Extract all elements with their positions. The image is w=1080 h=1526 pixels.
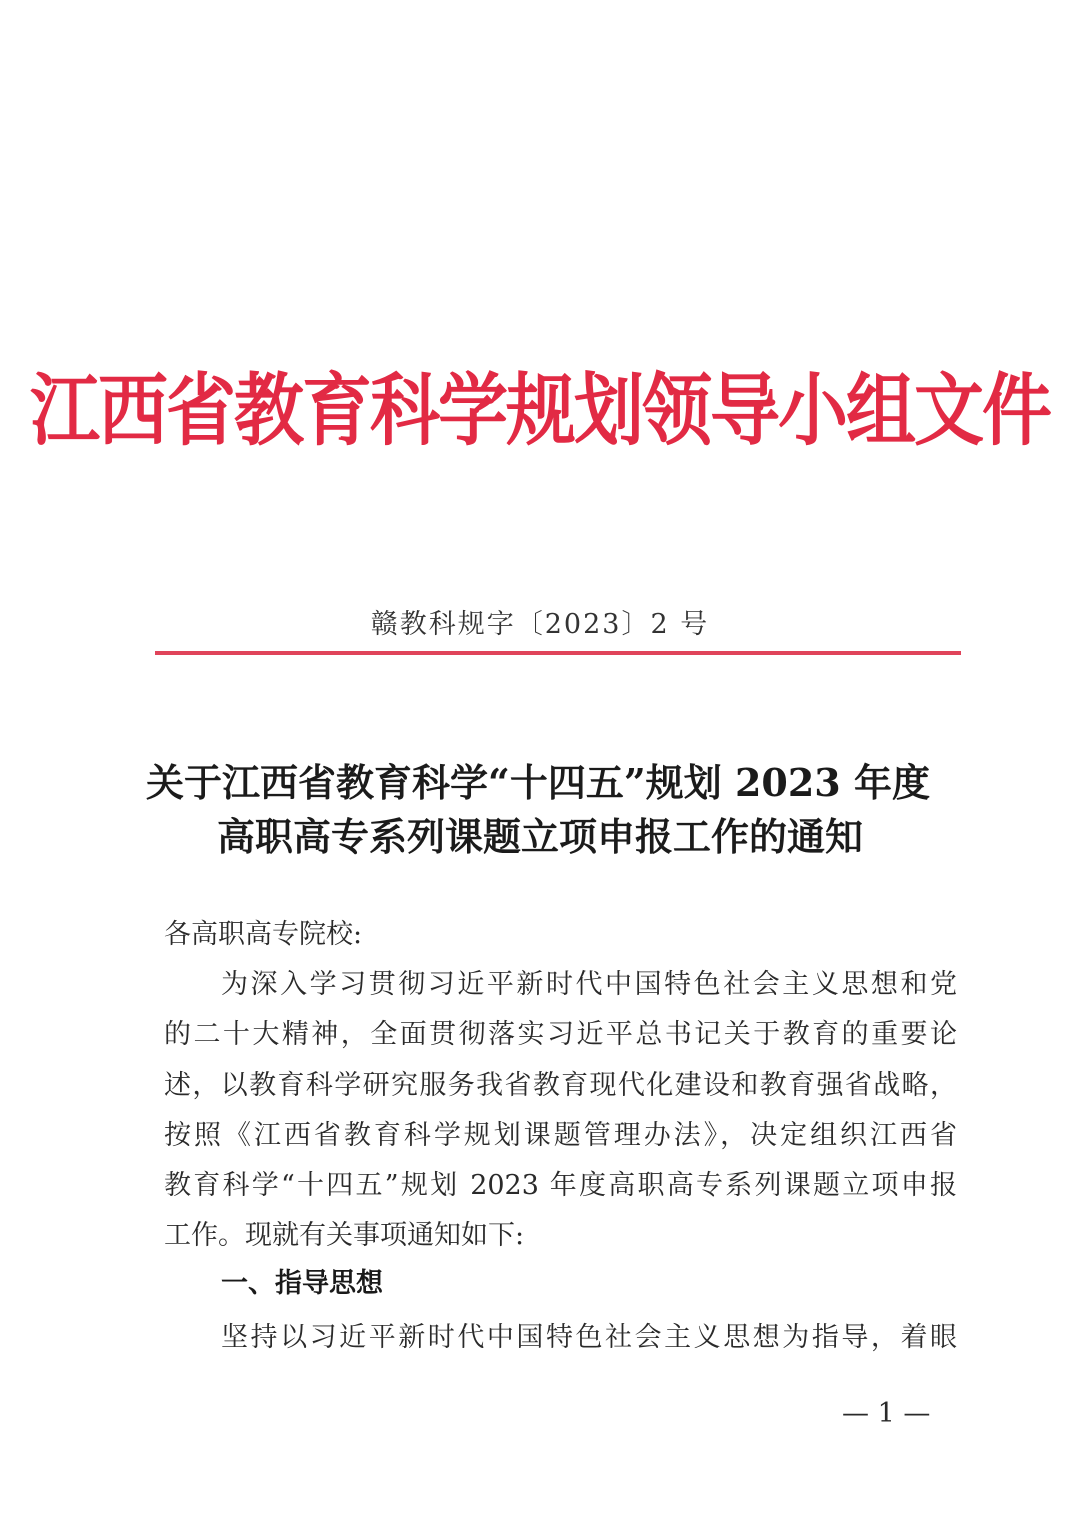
paragraph-line: 的二十大精神，全面贯彻落实习近平总书记关于教育的重要论 [164,1019,957,1050]
page-number: — 1 — [842,1398,931,1429]
paragraph-line: 教育科学“十四五”规划 2023 年度高职高专系列课题立项申报 [164,1170,957,1201]
red-divider-line [155,651,961,655]
notice-title-line-1: 关于江西省教育科学“十四五”规划 2023 年度 [146,760,930,805]
paragraph-line: 为深入学习贯彻习近平新时代中国特色社会主义思想和党 [221,969,957,1000]
notice-title-line-2: 高职高专系列课题立项申报工作的通知 [216,814,863,859]
paragraph-line: 工作。现就有关事项通知如下: [164,1220,525,1251]
paragraph-line: 按照《江西省教育科学规划课题管理办法》，决定组织江西省 [164,1120,957,1151]
paragraph-line: 述，以教育科学研究服务我省教育现代化建设和教育强省战略， [164,1070,957,1101]
salutation: 各高职高专院校: [164,919,363,950]
section-heading: 一、指导思想 [221,1268,383,1299]
document-number: 赣教科规字〔2023〕2 号 [370,609,710,640]
issuer-title: 江西省教育科学规划领导小组文件 [30,364,1050,457]
paragraph-line: 坚持以习近平新时代中国特色社会主义思想为指导，着眼 [221,1322,957,1353]
